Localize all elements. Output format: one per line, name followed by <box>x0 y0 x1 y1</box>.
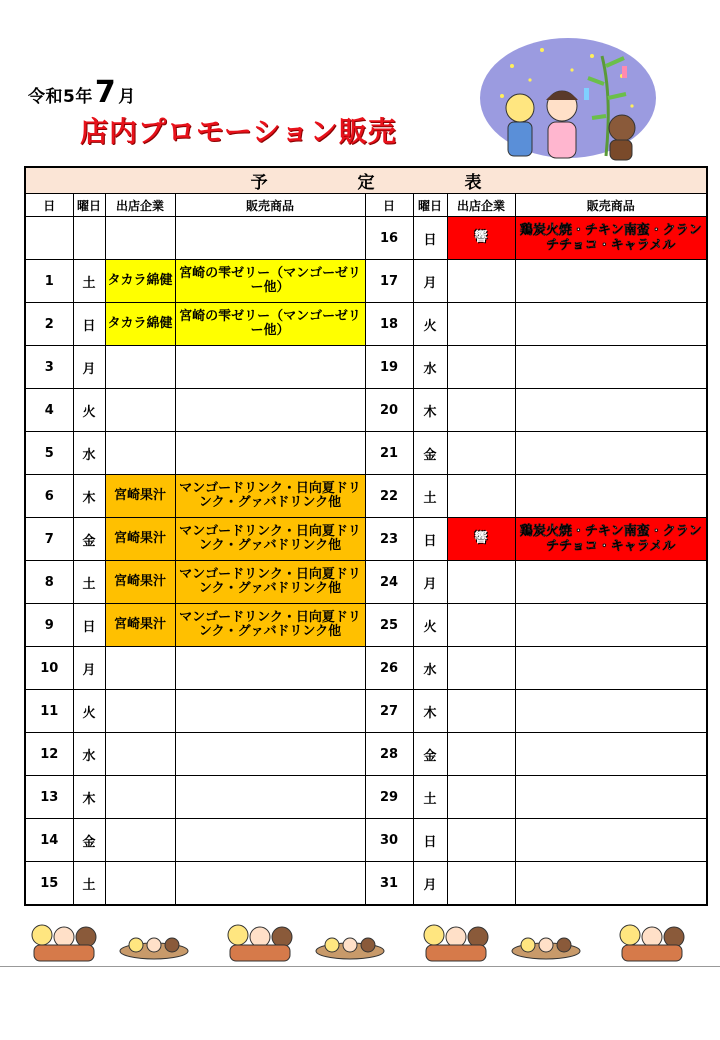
company-cell <box>105 647 175 690</box>
header-day: 日 <box>25 194 73 217</box>
weekday-cell: 日 <box>73 604 105 647</box>
weekday-cell: 水 <box>413 647 447 690</box>
page-title: 店内プロモーション販売 <box>80 115 397 148</box>
company-cell <box>447 647 515 690</box>
day-cell: 6 <box>25 475 73 518</box>
company-cell: 響 <box>447 217 515 260</box>
product-cell <box>515 346 707 389</box>
product-cell: マンゴードリンク・日向夏ドリンク・グァバドリンク他 <box>175 475 365 518</box>
company-cell <box>105 819 175 862</box>
day-cell: 24 <box>365 561 413 604</box>
mascot-characters-band-icon <box>24 905 704 967</box>
day-cell: 8 <box>25 561 73 604</box>
product-cell <box>515 819 707 862</box>
table-row <box>25 346 707 389</box>
day-cell: 18 <box>365 303 413 346</box>
weekday-cell: 水 <box>73 432 105 475</box>
product-cell: 宮崎の雫ゼリー（マンゴーゼリー他） <box>175 303 365 346</box>
company-cell <box>447 475 515 518</box>
product-cell <box>515 389 707 432</box>
weekday-cell: 水 <box>413 346 447 389</box>
product-cell <box>515 432 707 475</box>
product-cell <box>175 647 365 690</box>
schedule-table <box>24 166 708 906</box>
table-row <box>25 733 707 776</box>
day-cell: 3 <box>25 346 73 389</box>
company-cell <box>105 346 175 389</box>
day-cell: 21 <box>365 432 413 475</box>
day-cell: 5 <box>25 432 73 475</box>
day-cell: 31 <box>365 862 413 906</box>
header-product: 販売商品 <box>175 194 365 217</box>
product-cell <box>515 475 707 518</box>
product-cell <box>175 346 365 389</box>
day-cell: 11 <box>25 690 73 733</box>
month-number: 7 <box>94 75 117 110</box>
header-product-right: 販売商品 <box>515 194 707 217</box>
product-cell <box>515 690 707 733</box>
day-cell: 19 <box>365 346 413 389</box>
product-cell <box>175 217 365 260</box>
header-day-right: 日 <box>365 194 413 217</box>
weekday-cell: 日 <box>413 217 447 260</box>
day-cell: 17 <box>365 260 413 303</box>
product-cell <box>515 647 707 690</box>
weekday-cell: 火 <box>413 303 447 346</box>
weekday-cell: 木 <box>73 776 105 819</box>
bottom-divider <box>0 966 720 967</box>
table-row <box>25 260 707 303</box>
table-row <box>25 690 707 733</box>
table-caption <box>25 167 707 194</box>
weekday-cell: 火 <box>73 389 105 432</box>
weekday-cell: 金 <box>413 733 447 776</box>
era-date-heading <box>28 75 136 110</box>
company-cell <box>105 690 175 733</box>
day-cell: 27 <box>365 690 413 733</box>
table-row <box>25 647 707 690</box>
weekday-cell: 土 <box>413 475 447 518</box>
table-row <box>25 862 707 906</box>
weekday-cell: 水 <box>73 733 105 776</box>
company-cell <box>105 432 175 475</box>
company-cell <box>447 561 515 604</box>
company-cell: 宮崎果汁 <box>105 518 175 561</box>
product-cell <box>515 561 707 604</box>
product-cell <box>175 776 365 819</box>
table-row <box>25 561 707 604</box>
company-cell <box>447 690 515 733</box>
table-row <box>25 389 707 432</box>
day-cell: 29 <box>365 776 413 819</box>
weekday-cell: 月 <box>413 260 447 303</box>
company-cell <box>105 862 175 906</box>
day-cell: 9 <box>25 604 73 647</box>
company-cell <box>105 217 175 260</box>
product-cell: マンゴードリンク・日向夏ドリンク・グァバドリンク他 <box>175 561 365 604</box>
company-cell: 宮崎果汁 <box>105 561 175 604</box>
table-row <box>25 432 707 475</box>
tanabata-characters-icon <box>472 36 656 168</box>
weekday-cell: 土 <box>73 862 105 906</box>
day-cell: 12 <box>25 733 73 776</box>
day-cell: 26 <box>365 647 413 690</box>
weekday-cell: 月 <box>413 561 447 604</box>
header-weekday: 曜日 <box>73 194 105 217</box>
header-weekday-right: 曜日 <box>413 194 447 217</box>
day-cell: 1 <box>25 260 73 303</box>
company-cell <box>447 260 515 303</box>
company-cell: タカラ綿健 <box>105 303 175 346</box>
table-row <box>25 303 707 346</box>
product-cell: 宮崎の雫ゼリー（マンゴーゼリー他） <box>175 260 365 303</box>
company-cell <box>105 733 175 776</box>
schedule-body <box>25 217 707 906</box>
header-company: 出店企業 <box>105 194 175 217</box>
day-cell: 13 <box>25 776 73 819</box>
product-cell: マンゴードリンク・日向夏ドリンク・グァバドリンク他 <box>175 518 365 561</box>
product-cell <box>515 303 707 346</box>
table-row <box>25 819 707 862</box>
day-cell: 25 <box>365 604 413 647</box>
caption-char: 定 <box>357 173 375 193</box>
company-cell <box>447 432 515 475</box>
product-cell <box>515 776 707 819</box>
day-cell: 22 <box>365 475 413 518</box>
weekday-cell: 木 <box>413 690 447 733</box>
weekday-cell: 木 <box>73 475 105 518</box>
company-cell: タカラ綿健 <box>105 260 175 303</box>
day-cell: 15 <box>25 862 73 906</box>
product-cell <box>515 604 707 647</box>
weekday-cell: 土 <box>413 776 447 819</box>
company-cell <box>447 819 515 862</box>
company-cell <box>447 862 515 906</box>
company-cell <box>447 776 515 819</box>
day-cell: 4 <box>25 389 73 432</box>
product-cell: 鶏炭火焼・チキン南蛮・クランチチョコ・キャラメル <box>515 518 707 561</box>
weekday-cell <box>73 217 105 260</box>
company-cell <box>105 776 175 819</box>
weekday-cell: 日 <box>73 303 105 346</box>
day-cell <box>25 217 73 260</box>
table-row <box>25 217 707 260</box>
era-prefix: 令和5年 <box>28 87 93 107</box>
product-cell <box>175 432 365 475</box>
product-cell <box>175 389 365 432</box>
table-row <box>25 518 707 561</box>
company-cell <box>447 346 515 389</box>
day-cell: 7 <box>25 518 73 561</box>
weekday-cell: 土 <box>73 260 105 303</box>
day-cell: 16 <box>365 217 413 260</box>
weekday-cell: 月 <box>73 647 105 690</box>
day-cell: 14 <box>25 819 73 862</box>
caption-char: 予 <box>250 173 268 193</box>
product-cell <box>175 690 365 733</box>
day-cell: 28 <box>365 733 413 776</box>
day-cell: 2 <box>25 303 73 346</box>
weekday-cell: 木 <box>413 389 447 432</box>
weekday-cell: 月 <box>413 862 447 906</box>
product-cell <box>175 819 365 862</box>
table-row <box>25 604 707 647</box>
weekday-cell: 日 <box>413 819 447 862</box>
day-cell: 10 <box>25 647 73 690</box>
caption-char: 表 <box>464 173 482 193</box>
weekday-cell: 火 <box>413 604 447 647</box>
company-cell: 宮崎果汁 <box>105 475 175 518</box>
weekday-cell: 土 <box>73 561 105 604</box>
weekday-cell: 金 <box>73 819 105 862</box>
product-cell <box>515 862 707 906</box>
weekday-cell: 火 <box>73 690 105 733</box>
company-cell <box>447 733 515 776</box>
weekday-cell: 月 <box>73 346 105 389</box>
day-cell: 23 <box>365 518 413 561</box>
header-company-right: 出店企業 <box>447 194 515 217</box>
day-cell: 20 <box>365 389 413 432</box>
product-cell <box>515 260 707 303</box>
weekday-cell: 金 <box>73 518 105 561</box>
company-cell <box>447 604 515 647</box>
weekday-cell: 金 <box>413 432 447 475</box>
day-cell: 30 <box>365 819 413 862</box>
company-cell <box>447 389 515 432</box>
month-suffix: 月 <box>118 87 136 107</box>
company-cell: 響 <box>447 518 515 561</box>
weekday-cell: 日 <box>413 518 447 561</box>
company-cell <box>105 389 175 432</box>
product-cell <box>175 862 365 906</box>
table-row <box>25 475 707 518</box>
table-row <box>25 776 707 819</box>
company-cell: 宮崎果汁 <box>105 604 175 647</box>
company-cell <box>447 303 515 346</box>
product-cell <box>515 733 707 776</box>
product-cell: マンゴードリンク・日向夏ドリンク・グァバドリンク他 <box>175 604 365 647</box>
product-cell: 鶏炭火焼・チキン南蛮・クランチチョコ・キャラメル <box>515 217 707 260</box>
product-cell <box>175 733 365 776</box>
